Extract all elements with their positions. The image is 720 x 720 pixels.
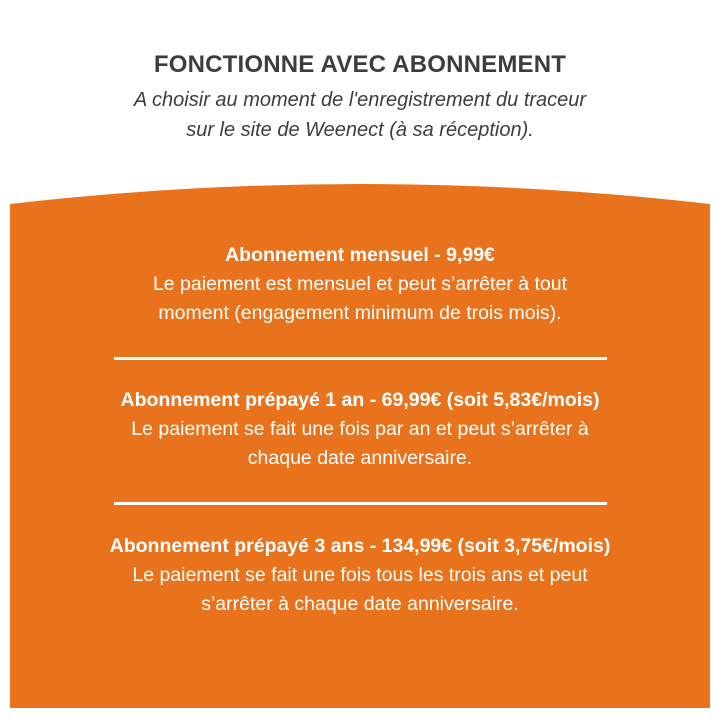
- subtitle-line-2: sur le site de Weenect (à sa réception).: [186, 119, 534, 141]
- subtitle-line-1: A choisir au moment de l'enregistrement du traceur: [133, 89, 587, 111]
- plans-panel: [10, 180, 710, 708]
- page-title: FONCTIONNE AVEC ABONNEMENT: [153, 51, 567, 78]
- plan-description-line: Le paiement se fait une fois par an et peut s’arrêter à: [131, 418, 589, 440]
- plan-description-line: moment (engagement minimum de trois mois).: [158, 302, 562, 324]
- plan-description-line: chaque date anniversaire.: [247, 447, 473, 469]
- plan-description-line: s’arrêter à chaque date anniversaire.: [201, 593, 519, 615]
- plan-prepaid-3-years: [10, 531, 710, 619]
- divider: [114, 502, 607, 505]
- plan-heading: Abonnement prépayé 3 ans - 134,99€ (soit 3,75€/mois): [109, 535, 611, 557]
- plan-prepaid-1-year: [10, 385, 710, 473]
- plan-heading: Abonnement prépayé 1 an - 69,99€ (soit 5,83€/mois): [120, 389, 600, 411]
- plan-description-line: Le paiement est mensuel et peut s’arrêter à tout: [152, 273, 568, 295]
- plan-description-line: Le paiement se fait une fois tous les trois ans et peut: [132, 564, 588, 586]
- plan-heading: Abonnement mensuel - 9,99€: [225, 244, 495, 266]
- plan-monthly: [10, 240, 710, 328]
- divider: [114, 357, 607, 360]
